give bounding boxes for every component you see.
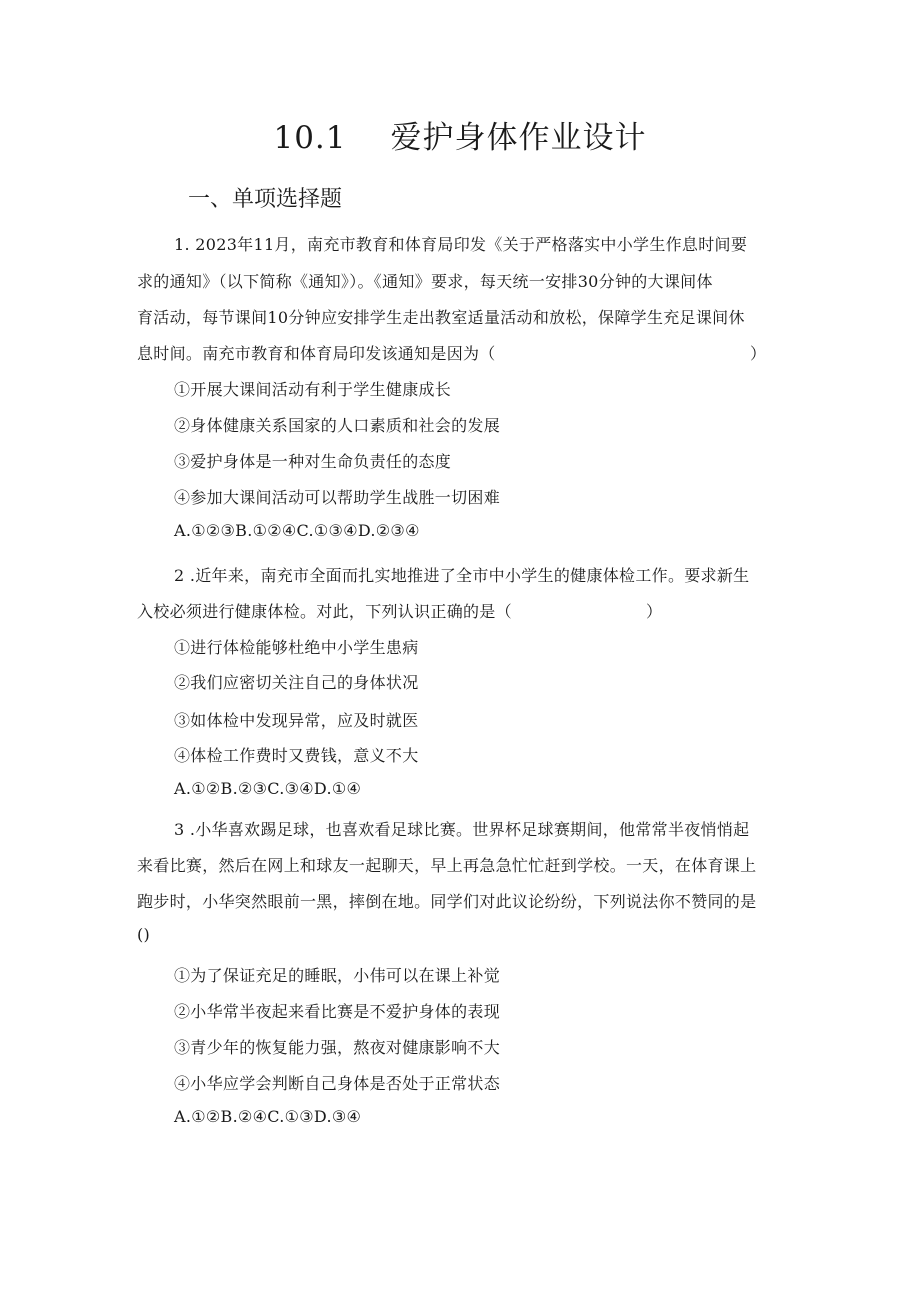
q1-line-1: 1. 2023年11月，南充市教育和体育局印发《关于严格落实中小学生作息时间要 (174, 235, 748, 254)
title-text: 爱护身体作业设计 (390, 120, 647, 156)
q2-option-4: ④体检工作费时又费钱，意义不大 (174, 746, 419, 765)
q3-line-2: 来看比赛，然后在网上和球友一起聊天，早上再急急忙忙赶到学校。一天，在体育课上 (137, 856, 757, 875)
q2-option-2: ②我们应密切关注自己的身体状况 (174, 673, 419, 692)
q2-line-1: 2 .近年来，南充市全面而扎实地推进了全市中小学生的健康体检工作。要求新生 (174, 566, 750, 585)
section-heading: 一、单项选择题 (188, 187, 343, 212)
q3-line-4: () (137, 925, 151, 944)
q1-option-4: ④参加大课间活动可以帮助学生战胜一切困难 (174, 488, 501, 507)
q2-option-1: ①进行体检能够杜绝中小学生患病 (174, 638, 419, 657)
q1-line-4: 息时间。南充市教育和体育局印发该通知是因为（ (137, 344, 496, 363)
q1-line-2: 求的通知》（以下简称《通知》）。《通知》要求，每天统一安排30分钟的大课间体 (137, 272, 713, 291)
q3-option-4: ④小华应学会判断自己身体是否处于正常状态 (174, 1074, 501, 1093)
q2-close-paren: ） (646, 602, 663, 621)
q1-line-3: 育活动，每节课间10分钟应安排学生走出教室适量活动和放松，保障学生充足课间休 (137, 308, 745, 327)
q1-option-1: ①开展大课间活动有利于学生健康成长 (174, 380, 452, 399)
q1-option-2: ②身体健康关系国家的人口素质和社会的发展 (174, 416, 501, 435)
q3-option-1: ①为了保证充足的睡眠，小伟可以在课上补觉 (174, 966, 501, 985)
page-title (0, 112, 920, 157)
q3-line-3: 跑步时，小华突然眼前一黑，摔倒在地。同学们对此议论纷纷，下列说法你不赞同的是 (137, 892, 757, 911)
q3-option-2: ②小华常半夜起来看比赛是不爱护身体的表现 (174, 1002, 501, 1021)
q3-option-3: ③青少年的恢复能力强，熬夜对健康影响不大 (174, 1038, 501, 1057)
q3-answers: A.①②B.②④C.①③D.③④ (174, 1107, 362, 1126)
q2-option-3: ③如体检中发现异常，应及时就医 (174, 711, 419, 730)
q1-answers: A.①②③B.①②④C.①③④D.②③④ (174, 521, 420, 540)
q1-option-3: ③爱护身体是一种对生命负责任的态度 (174, 452, 452, 471)
q2-answers: A.①②B.②③C.③④D.①④ (174, 779, 362, 798)
q3-line-1: 3 .小华喜欢踢足球，也喜欢看足球比赛。世界杯足球赛期间，他常常半夜悄悄起 (174, 820, 750, 839)
title-number: 10.1 (273, 120, 347, 156)
q1-close-paren: ） (750, 344, 767, 363)
q2-line-2: 入校必须进行健康体检。对此，下列认识正确的是（ (137, 602, 512, 621)
